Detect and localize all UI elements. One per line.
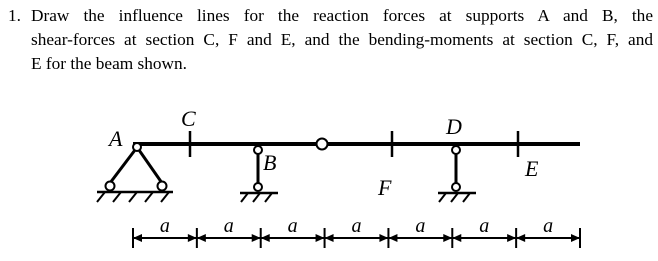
dimension-label: a bbox=[223, 215, 234, 237]
problem-number: 1. bbox=[8, 6, 21, 25]
problem-text-line-2: shear-forces at section C, F and E, and the bending-moments at section C, F, and bbox=[31, 30, 653, 49]
dimension-label: a bbox=[351, 215, 362, 237]
label-b: B bbox=[263, 150, 277, 175]
dimension-arrow bbox=[388, 234, 397, 242]
dimension-arrow bbox=[325, 234, 334, 242]
problem-text-line-1: Draw the influence lines for the reaction forces at supports A and B, the bbox=[31, 6, 653, 25]
dimension-arrow bbox=[452, 234, 461, 242]
dimension-arrow bbox=[252, 234, 261, 242]
dimension-arrow bbox=[507, 234, 516, 242]
dimension-arrow bbox=[516, 234, 525, 242]
dimension-arrow bbox=[316, 234, 325, 242]
label-c: C bbox=[181, 106, 196, 131]
label-e: E bbox=[525, 156, 539, 181]
dimension-arrow bbox=[571, 234, 580, 242]
support-a-pin bbox=[97, 143, 173, 202]
label-d: D bbox=[446, 114, 462, 139]
dimension-label: a bbox=[479, 215, 490, 237]
dimension-arrow bbox=[379, 234, 388, 242]
dimension-arrow bbox=[443, 234, 452, 242]
internal-hinge bbox=[317, 139, 328, 150]
dimension-arrow bbox=[188, 234, 197, 242]
dimension-arrow bbox=[261, 234, 270, 242]
dimension-label: a bbox=[159, 215, 170, 237]
dimension-arrow bbox=[197, 234, 206, 242]
problem-text-line-3: E for the beam shown. bbox=[31, 54, 187, 73]
support-d-link bbox=[438, 146, 476, 202]
label-a: A bbox=[109, 126, 123, 151]
dimension-line bbox=[133, 215, 580, 248]
dimension-label: a bbox=[415, 215, 426, 237]
dimension-arrow bbox=[133, 234, 142, 242]
dimension-label: a bbox=[543, 215, 554, 237]
dimension-label: a bbox=[287, 215, 298, 237]
label-f: F bbox=[378, 175, 392, 200]
